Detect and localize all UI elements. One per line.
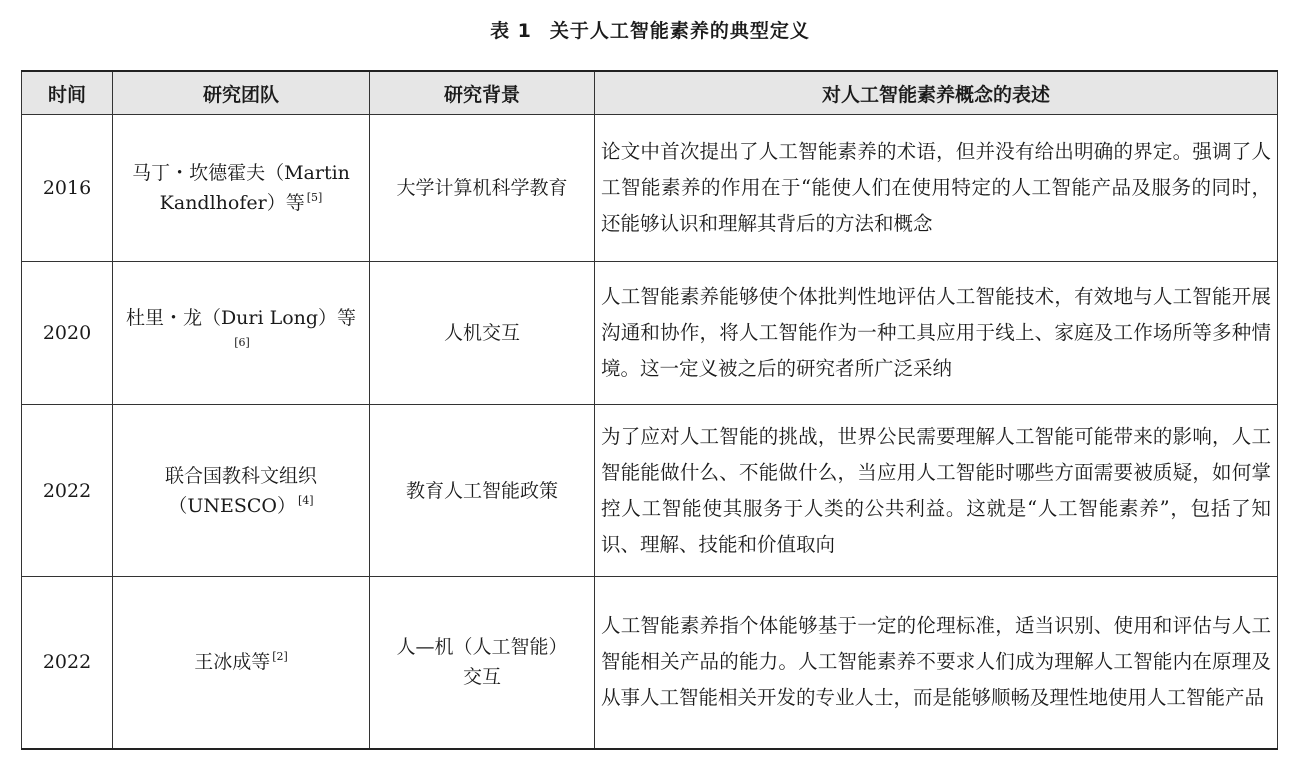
team-line: 马丁・坎德霍夫（Martin [132, 162, 350, 184]
cell-background: 人机交互 [370, 262, 595, 405]
definitions-table [21, 70, 1278, 750]
table-row [22, 405, 1278, 577]
header-team: 研究团队 [113, 71, 370, 115]
header-definition: 对人工智能素养概念的表述 [595, 71, 1278, 115]
team-text: Kandlhofer）等 [159, 192, 305, 214]
header-row [22, 71, 1278, 115]
cell-team [113, 115, 370, 262]
citation-ref: [2] [272, 650, 288, 664]
cell-team [113, 262, 370, 405]
cell-background: 大学计算机科学教育 [370, 115, 595, 262]
team-line [119, 303, 363, 363]
citation-ref: [5] [306, 191, 323, 204]
cell-definition: 论文中首次提出了人工智能素养的术语，但并没有给出明确的界定。强调了人工智能素养的作用在于“能使人们在使用特定的人工智能产品及服务的同时，还能够认识和理解其背后的方法和概念 [595, 115, 1278, 262]
header-year: 时间 [22, 71, 113, 115]
table-caption [0, 16, 1300, 43]
background-line-2: 交互 [462, 666, 501, 689]
cell-team [113, 405, 370, 577]
cell-background [370, 577, 595, 749]
team-line-2 [119, 188, 363, 218]
team-line: 联合国教科文组织 [164, 464, 317, 487]
cell-year: 2020 [22, 262, 113, 405]
team-line [119, 647, 363, 677]
team-text: 王冰成等 [194, 651, 271, 674]
cell-definition: 为了应对人工智能的挑战，世界公民需要理解人工智能可能带来的影响，人工智能能做什么、不能做什么，当应用人工智能时哪些方面需要被质疑，如何掌控人工智能使其服务于人类的公共利益。这就是“人工智能素养”，包括了知识、理解、技能和价值取向 [595, 405, 1278, 577]
cell-background: 教育人工智能政策 [370, 405, 595, 577]
table-title: 关于人工智能素养的典型定义 [549, 20, 810, 42]
table-row [22, 262, 1278, 405]
citation-ref: [6] [234, 336, 250, 349]
table-row [22, 115, 1278, 262]
team-text: 杜里・龙（Duri Long）等 [125, 307, 357, 329]
team-line-2 [119, 491, 363, 521]
cell-year: 2016 [22, 115, 113, 262]
citation-ref: [4] [298, 493, 314, 507]
table-row [22, 577, 1278, 749]
cell-definition: 人工智能素养能够使个体批判性地评估人工智能技术，有效地与人工智能开展沟通和协作，将人工智能作为一种工具应用于线上、家庭及工作场所等多种情境。这一定义被之后的研究者所广泛采纳 [595, 262, 1278, 405]
header-background: 研究背景 [370, 71, 595, 115]
background-line: 人—机（人工智能） [396, 636, 568, 659]
cell-team [113, 577, 370, 749]
table-number: 表 1 [490, 20, 532, 42]
cell-year: 2022 [22, 405, 113, 577]
cell-year: 2022 [22, 577, 113, 749]
team-text: （UNESCO） [168, 494, 297, 517]
cell-definition: 人工智能素养指个体能够基于一定的伦理标准，适当识别、使用和评估与人工智能相关产品的能力。人工智能素养不要求人们成为理解人工智能内在原理及从事人工智能相关开发的专业人士，而是能够顺畅及理性地使用人工智能产品 [595, 577, 1278, 749]
